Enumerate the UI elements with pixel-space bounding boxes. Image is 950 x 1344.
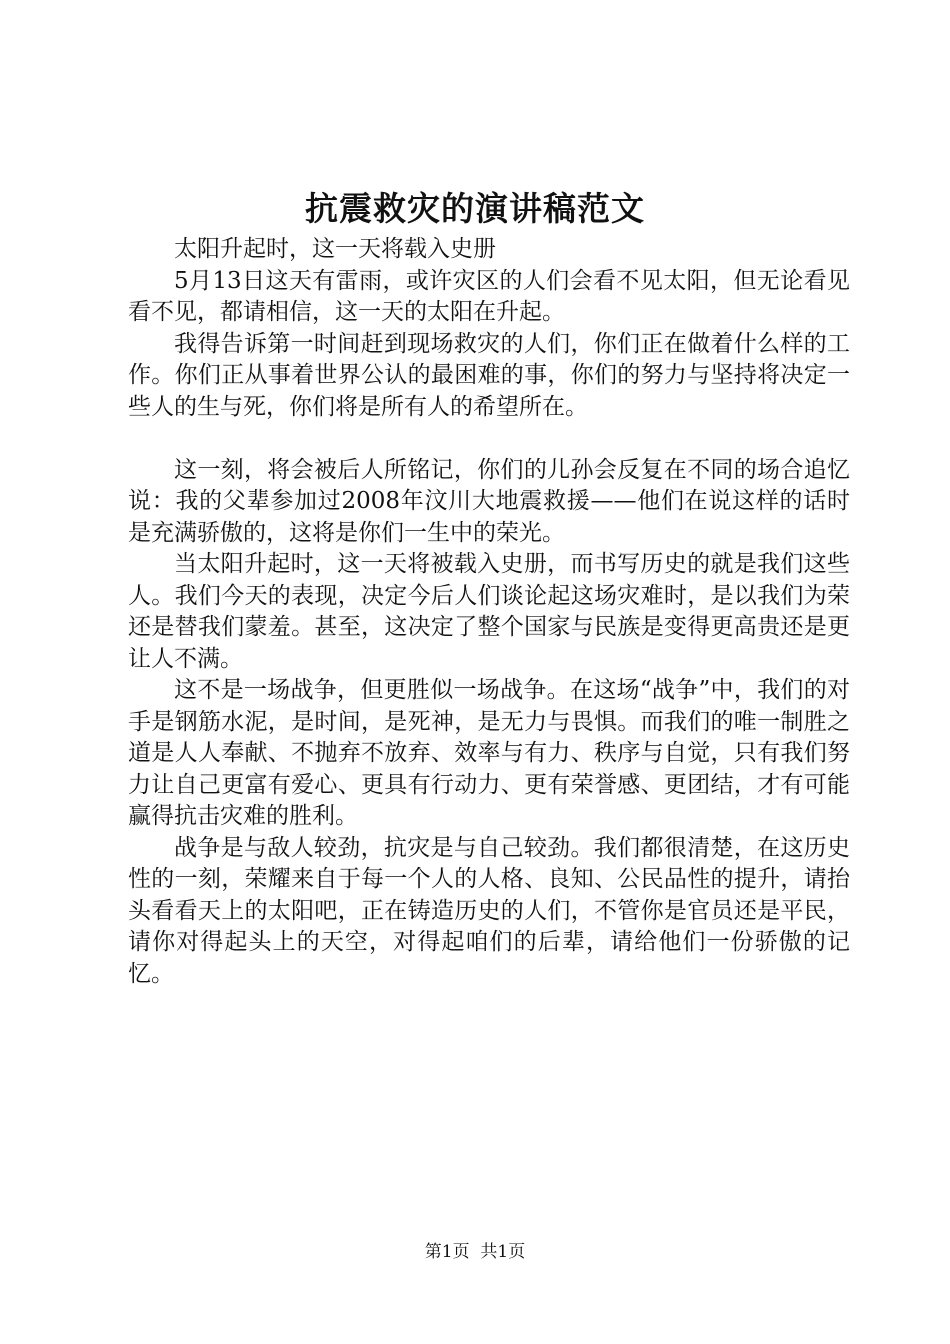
- paragraph: 当太阳升起时，这一天将被载入史册，而书写历史的就是我们这些人。我们今天的表现，决定今后人们谈论起这场灾难时，是以我们为荣还是替我们蒙羞。甚至，这决定了整个国家与民族是变得更高贵还是更让人不满。: [128, 551, 850, 672]
- page-number-footer: 第1页 共1页: [424, 1242, 526, 1262]
- document-body: [128, 234, 850, 990]
- paragraph: 我得告诉第一时间赶到现场救灾的人们，你们正在做着什么样的工作。你们正从事着世界公认的最困难的事，你们的努力与坚持将决定一些人的生与死，你们将是所有人的希望所在。: [128, 330, 850, 420]
- paragraph-subtitle: 太阳升起时，这一天将载入史册: [174, 236, 496, 262]
- paragraph: 战争是与敌人较劲，抗灾是与自己较劲。我们都很清楚，在这历史性的一刻，荣耀来自于每一个人的人格、良知、公民品性的提升，请抬头看看天上的太阳吧，正在铸造历史的人们，不管你是官员还是平民，请你对得起头上的天空，对得起咱们的后辈，请给他们一份骄傲的记忆。: [128, 834, 850, 987]
- document-title: 抗震救灾的演讲稿范文: [305, 189, 645, 228]
- paragraph: 5月13日这天有雷雨，或许灾区的人们会看不见太阳，但无论看见看不见，都请相信，这一天的太阳在升起。: [128, 267, 850, 325]
- paragraph: 这一刻，将会被后人所铭记，你们的儿孙会反复在不同的场合追忆说：我的父辈参加过2008年汶川大地震救援——他们在说这样的话时是充满骄傲的，这将是你们一生中的荣光。: [128, 456, 850, 546]
- paragraph: 这不是一场战争，但更胜似一场战争。在这场“战争”中，我们的对手是钢筋水泥，是时间，是死神，是无力与畏惧。而我们的唯一制胜之道是人人奉献、不抛弃不放弃、效率与有力、秩序与自觉，只有我们努力让自己更富有爱心、更具有行动力、更有荣誉感、更团结，才有可能赢得抗击灾难的胜利。: [128, 677, 850, 829]
